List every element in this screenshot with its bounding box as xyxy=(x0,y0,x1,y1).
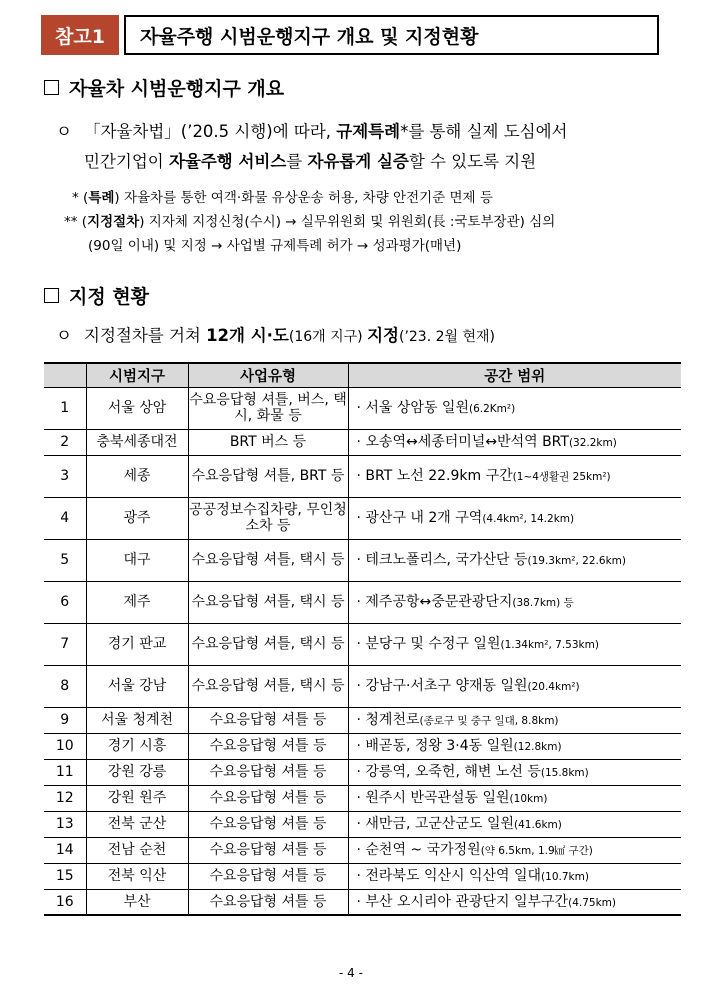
table-row xyxy=(44,863,681,889)
table-row xyxy=(44,811,681,837)
text-span: 할 수 있도록 지원 xyxy=(408,152,537,171)
row-area xyxy=(348,811,681,837)
note-designation-procedure-line-2: (90일 이내) 및 지정 → 사업별 규제특례 허가 → 성과평가(매년) xyxy=(88,238,462,254)
text-span: 「자율차법」(’20.5 시행)에 따라, xyxy=(84,122,337,141)
area-note: (4.75km) xyxy=(568,896,616,909)
circle-bullet: ㅇ xyxy=(56,122,72,141)
row-type: 공공정보수집차량, 무인청소차 등 xyxy=(188,497,348,539)
row-type: BRT 버스 등 xyxy=(188,429,348,455)
row-site: 부산 xyxy=(86,889,188,915)
table-row xyxy=(44,455,681,497)
header-no xyxy=(44,363,86,387)
area-text: · 오송역↔세종터미널↔반석역 BRT xyxy=(356,433,569,450)
table-row xyxy=(44,785,681,811)
row-site: 광주 xyxy=(86,497,188,539)
row-no: 5 xyxy=(44,539,86,581)
table-row xyxy=(44,837,681,863)
table-row xyxy=(44,733,681,759)
area-note: (6.2Km²) xyxy=(468,402,516,415)
bold-span: 규제특례 xyxy=(336,122,401,141)
table-row xyxy=(44,623,681,665)
row-type: 수요응답형 셔틀 등 xyxy=(188,889,348,915)
title-bar xyxy=(41,15,659,55)
status-line xyxy=(56,322,495,346)
section-heading-text: 지정 현황 xyxy=(69,286,150,308)
bold-span: 지정 xyxy=(367,326,399,345)
row-site: 전남 순천 xyxy=(86,837,188,863)
row-area xyxy=(348,455,681,497)
area-text: · 제주공항↔중문관광단지 xyxy=(356,593,513,610)
square-bullet-icon xyxy=(44,288,59,303)
bold-span: 특례 xyxy=(88,190,115,206)
note-special-exemption xyxy=(72,186,493,206)
bold-span: 자유롭게 실증 xyxy=(307,152,409,171)
area-note: (20.4km²) xyxy=(527,680,580,693)
text-span: * ( xyxy=(72,190,89,206)
table-row xyxy=(44,429,681,455)
text-span: (’23. 2월 현재) xyxy=(398,329,496,345)
area-text: · 순천역 ~ 국가정원 xyxy=(356,841,481,858)
area-note: (41.6km) xyxy=(514,818,562,831)
header-area: 공간 범위 xyxy=(348,363,681,387)
row-no: 7 xyxy=(44,623,86,665)
row-site: 서울 상암 xyxy=(86,387,188,429)
area-text: · 분당구 및 수정구 일원 xyxy=(356,635,501,652)
row-type: 수요응답형 셔틀, 택시 등 xyxy=(188,581,348,623)
row-no: 14 xyxy=(44,837,86,863)
row-site: 서울 강남 xyxy=(86,665,188,707)
row-type: 수요응답형 셔틀, BRT 등 xyxy=(188,455,348,497)
bold-span: 자율주행 서비스 xyxy=(168,152,287,171)
row-type: 수요응답형 셔틀 등 xyxy=(188,811,348,837)
area-text: · 강릉역, 오죽헌, 해변 노선 등 xyxy=(356,763,541,780)
area-text: · 청계천로 xyxy=(356,711,420,728)
row-no: 15 xyxy=(44,863,86,889)
row-site: 제주 xyxy=(86,581,188,623)
area-text: · 원주시 반곡관설동 일원 xyxy=(356,789,510,806)
row-area xyxy=(348,759,681,785)
area-text: · 강남구·서초구 양재동 일원 xyxy=(356,677,528,694)
text-span: ** ( xyxy=(64,214,88,230)
circle-bullet: ㅇ xyxy=(56,326,72,345)
table-row xyxy=(44,581,681,623)
bold-span: 12개 시·도 xyxy=(206,326,289,345)
row-type: 수요응답형 셔틀 등 xyxy=(188,837,348,863)
table-row xyxy=(44,665,681,707)
area-text: · 광산구 내 2개 구역 xyxy=(356,509,483,526)
row-no: 6 xyxy=(44,581,86,623)
area-note: (19.3km², 22.6km) xyxy=(527,554,626,567)
reference-tag: 참고1 xyxy=(41,15,119,55)
row-site: 경기 판교 xyxy=(86,623,188,665)
area-text: · 테크노폴리스, 국가산단 등 xyxy=(356,551,528,568)
area-text: · 부산 오시리아 관광단지 일부구간 xyxy=(356,893,569,910)
overview-line-1 xyxy=(56,118,568,142)
row-site: 대구 xyxy=(86,539,188,581)
note-designation-procedure xyxy=(64,210,555,230)
row-no: 11 xyxy=(44,759,86,785)
table-header-row xyxy=(44,363,681,387)
area-text: · 배곧동, 정왕 3·4동 일원 xyxy=(356,737,514,754)
row-area xyxy=(348,623,681,665)
square-bullet-icon xyxy=(44,80,59,95)
page-title: 자율주행 시범운행지구 개요 및 지정현황 xyxy=(124,15,659,55)
text-span: ) 지자체 지정신청(수시) → 실무위원회 및 위원회(長 :국토부장관) 심의 xyxy=(139,214,556,230)
row-type: 수요응답형 셔틀 등 xyxy=(188,785,348,811)
row-area xyxy=(348,837,681,863)
text-span: *를 통해 실제 도심에서 xyxy=(400,122,568,141)
row-no: 8 xyxy=(44,665,86,707)
table-row xyxy=(44,387,681,429)
row-area xyxy=(348,429,681,455)
section-heading-overview xyxy=(44,74,284,101)
row-site: 충북세종대전 xyxy=(86,429,188,455)
row-no: 3 xyxy=(44,455,86,497)
row-no: 2 xyxy=(44,429,86,455)
text-span: ) 자율차를 통한 여객·화물 유상운송 허용, 차량 안전기준 면제 등 xyxy=(114,190,493,206)
row-area xyxy=(348,785,681,811)
area-text: · 전라북도 익산시 익산역 일대 xyxy=(356,867,542,884)
row-area xyxy=(348,581,681,623)
row-no: 16 xyxy=(44,889,86,915)
area-text: · 새만금, 고군산군도 일원 xyxy=(356,815,514,832)
table-row xyxy=(44,707,681,733)
bold-span: 지정절차 xyxy=(87,214,140,230)
header-site: 시범지구 xyxy=(86,363,188,387)
row-no: 12 xyxy=(44,785,86,811)
table-row xyxy=(44,889,681,915)
row-area xyxy=(348,539,681,581)
row-type: 수요응답형 셔틀, 택시 등 xyxy=(188,665,348,707)
area-note: (4.4km², 14.2km) xyxy=(482,512,575,525)
row-no: 4 xyxy=(44,497,86,539)
section-heading-text: 자율차 시범운행지구 개요 xyxy=(69,78,285,100)
overview-line-2 xyxy=(84,148,536,172)
text-span: (16개 지구) xyxy=(288,329,368,345)
row-type: 수요응답형 셔틀, 택시 등 xyxy=(188,539,348,581)
row-type: 수요응답형 셔틀 등 xyxy=(188,733,348,759)
area-note: (약 6.5km, 1.9㎢ 구간) xyxy=(480,844,593,857)
area-text: · 서울 상암동 일원 xyxy=(356,399,469,416)
row-area xyxy=(348,497,681,539)
row-site: 경기 시흥 xyxy=(86,733,188,759)
row-no: 10 xyxy=(44,733,86,759)
row-site: 전북 군산 xyxy=(86,811,188,837)
row-no: 1 xyxy=(44,387,86,429)
area-note: (15.8km) xyxy=(540,766,589,779)
text-span: 를 xyxy=(286,152,308,171)
row-site: 전북 익산 xyxy=(86,863,188,889)
table-row xyxy=(44,497,681,539)
area-note: (10km) xyxy=(509,792,548,805)
area-note: (12.8km) xyxy=(513,740,562,753)
row-no: 9 xyxy=(44,707,86,733)
row-type: 수요응답형 셔틀 등 xyxy=(188,863,348,889)
row-area xyxy=(348,889,681,915)
section-heading-status xyxy=(44,282,149,309)
row-type: 수요응답형 셔틀, 택시 등 xyxy=(188,623,348,665)
row-no: 13 xyxy=(44,811,86,837)
row-site: 강원 원주 xyxy=(86,785,188,811)
pilot-zones-table xyxy=(44,362,681,916)
area-text: · BRT 노선 22.9km 구간 xyxy=(356,467,513,484)
area-note: (38.7km) 등 xyxy=(512,596,574,609)
row-area xyxy=(348,665,681,707)
header-type: 사업유형 xyxy=(188,363,348,387)
area-note: (10.7km) xyxy=(541,870,589,883)
row-type: 수요응답형 셔틀, 버스, 택시, 화물 등 xyxy=(188,387,348,429)
text-span: 지정절차를 거쳐 xyxy=(84,326,207,345)
row-site: 세종 xyxy=(86,455,188,497)
row-area xyxy=(348,387,681,429)
row-area xyxy=(348,707,681,733)
table-row xyxy=(44,759,681,785)
row-area xyxy=(348,733,681,759)
row-type: 수요응답형 셔틀 등 xyxy=(188,759,348,785)
text-span: 민간기업이 xyxy=(84,152,169,171)
area-note: (1.34km², 7.53km) xyxy=(500,638,599,651)
row-type: 수요응답형 셔틀 등 xyxy=(188,707,348,733)
row-site: 서울 청계천 xyxy=(86,707,188,733)
row-site: 강원 강릉 xyxy=(86,759,188,785)
table-row xyxy=(44,539,681,581)
page-number: - 4 - xyxy=(339,966,363,980)
area-note: (1~4생활권 25km²) xyxy=(512,470,611,483)
row-area xyxy=(348,863,681,889)
area-note: (종로구 및 중구 일대, 8.8km) xyxy=(419,714,559,727)
area-note: (32.2km) xyxy=(568,436,617,449)
